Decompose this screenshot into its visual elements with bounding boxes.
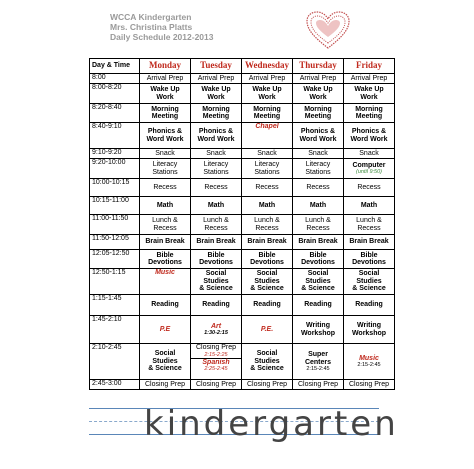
- schedule-cell: Reading: [140, 295, 191, 316]
- schedule-cell: Recess: [140, 179, 191, 197]
- day-header-monday: Monday: [140, 59, 191, 74]
- schedule-cell: Bible Devotions: [293, 250, 344, 269]
- schedule-cell: Morning Meeting: [293, 104, 344, 123]
- schedule-cell: Social Studies & Science: [293, 269, 344, 295]
- schedule-cell: Recess: [293, 179, 344, 197]
- schedule-cell: Art 1:30-2:15: [191, 316, 242, 344]
- table-row: [90, 380, 395, 390]
- time-cell: 2:45-3:00: [90, 380, 140, 390]
- schedule-cell: Reading: [191, 295, 242, 316]
- schedule-cell: Closing Prep: [140, 380, 191, 390]
- schedule-cell: Writing Workshop: [344, 316, 395, 344]
- schedule-cell: Music 2:15-2:45: [344, 344, 395, 380]
- schedule-cell: Reading: [242, 295, 293, 316]
- schedule-cell: Bible Devotions: [140, 250, 191, 269]
- time-cell: 12:50-1:15: [90, 269, 140, 295]
- schedule-cell: Wake Up Work: [242, 84, 293, 104]
- schedule-cell: Bible Devotions: [191, 250, 242, 269]
- schedule-cell: Morning Meeting: [344, 104, 395, 123]
- table-row: [90, 159, 395, 179]
- schedule-cell: Phonics & Word Work: [140, 123, 191, 149]
- schedule-cell: Chapel: [242, 123, 293, 149]
- schedule-cell: Brain Break: [242, 235, 293, 250]
- schedule-cell: Math: [242, 197, 293, 215]
- schedule-cell: P.E: [140, 316, 191, 344]
- table-row: [90, 197, 395, 215]
- schedule-cell: Brain Break: [344, 235, 395, 250]
- schedule-cell: Social Studies & Science: [140, 344, 191, 380]
- time-cell: 12:05-12:50: [90, 250, 140, 269]
- time-cell: 8:20-8:40: [90, 104, 140, 123]
- schedule-cell: Lunch & Recess: [242, 215, 293, 235]
- schedule-cell: Morning Meeting: [191, 104, 242, 123]
- schedule-cell: Closing Prep: [191, 380, 242, 390]
- corner-label: Day & Time: [90, 59, 140, 74]
- table-row: [90, 344, 395, 380]
- schedule-cell: Wake Up Work: [344, 84, 395, 104]
- day-header-thursday: Thursday: [293, 59, 344, 74]
- schedule-cell: Lunch & Recess: [191, 215, 242, 235]
- schedule-cell: Social Studies & Science: [344, 269, 395, 295]
- schedule-cell: Arrival Prep: [191, 74, 242, 84]
- time-cell: 11:50-12:05: [90, 235, 140, 250]
- schedule-cell: Math: [293, 197, 344, 215]
- schedule-cell: Phonics & Word Work: [191, 123, 242, 149]
- handwriting-banner: [89, 404, 399, 444]
- schedule-cell: Reading: [344, 295, 395, 316]
- schedule-cell: Arrival Prep: [344, 74, 395, 84]
- table-row: [90, 149, 395, 159]
- table-row: [90, 235, 395, 250]
- schedule-cell: Music: [140, 269, 191, 295]
- time-cell: 9:10-9:20: [90, 149, 140, 159]
- schedule-cell: Bible Devotions: [344, 250, 395, 269]
- schedule-title: Daily Schedule 2012-2013: [110, 32, 214, 42]
- schedule-cell: Wake Up Work: [140, 84, 191, 104]
- schedule-cell: Lunch & Recess: [140, 215, 191, 235]
- schedule-cell: Snack: [140, 149, 191, 159]
- schedule-cell: Phonics & Word Work: [344, 123, 395, 149]
- schedule-cell: Reading: [293, 295, 344, 316]
- table-row: [90, 179, 395, 197]
- time-cell: 8:40-9:10: [90, 123, 140, 149]
- schedule-cell: Literacy Stations: [293, 159, 344, 179]
- teacher-name: Mrs. Christina Platts: [110, 22, 193, 32]
- table-row: [90, 215, 395, 235]
- schedule-cell: Arrival Prep: [293, 74, 344, 84]
- schedule-cell: Closing Prep: [293, 380, 344, 390]
- table-row: [90, 316, 395, 344]
- table-row: [90, 84, 395, 104]
- schedule-cell: Math: [344, 197, 395, 215]
- schedule-cell: Arrival Prep: [242, 74, 293, 84]
- table-row: [90, 123, 395, 149]
- schedule-cell: Literacy Stations: [242, 159, 293, 179]
- day-header-tuesday: Tuesday: [191, 59, 242, 74]
- schedule-cell: Morning Meeting: [140, 104, 191, 123]
- schedule-cell: Snack: [242, 149, 293, 159]
- table-header-row: [90, 59, 395, 74]
- schedule-cell: Closing Prep 2:15-2:25 Spanish 2:25-2:45: [191, 344, 242, 380]
- schedule-cell: Math: [140, 197, 191, 215]
- schedule-cell: Snack: [191, 149, 242, 159]
- time-cell: 11:00-11:50: [90, 215, 140, 235]
- schedule-cell: Brain Break: [191, 235, 242, 250]
- schedule-cell: Arrival Prep: [140, 74, 191, 84]
- time-cell: 10:15-11:00: [90, 197, 140, 215]
- schedule-cell: Closing Prep: [344, 380, 395, 390]
- time-cell: 1:15-1:45: [90, 295, 140, 316]
- schedule-cell: Literacy Stations: [191, 159, 242, 179]
- schedule-cell: Writing Workshop: [293, 316, 344, 344]
- schedule-cell: Computer (until 9:50): [344, 159, 395, 179]
- schedule-header: [110, 12, 213, 42]
- schedule-cell: Morning Meeting: [242, 104, 293, 123]
- schedule-cell: Social Studies & Science: [242, 269, 293, 295]
- schedule-cell: Social Studies & Science: [191, 269, 242, 295]
- schedule-cell: Social Studies & Science: [242, 344, 293, 380]
- table-row: [90, 269, 395, 295]
- time-cell: 8:00-8:20: [90, 84, 140, 104]
- time-cell: 8:00: [90, 74, 140, 84]
- day-header-friday: Friday: [344, 59, 395, 74]
- table-row: [90, 104, 395, 123]
- schedule-cell: Bible Devotions: [242, 250, 293, 269]
- schedule-cell: Super Centers 2:15-2:45: [293, 344, 344, 380]
- schedule-cell: Phonics & Word Work: [293, 123, 344, 149]
- table-row: [90, 295, 395, 316]
- table-row: [90, 250, 395, 269]
- schedule-cell: Closing Prep: [242, 380, 293, 390]
- schedule-cell: Math: [191, 197, 242, 215]
- time-cell: 9:20-10:00: [90, 159, 140, 179]
- time-cell: 1:45-2:10: [90, 316, 140, 344]
- table-row: [90, 74, 395, 84]
- schedule-cell: Snack: [344, 149, 395, 159]
- school-title: WCCA Kindergarten: [110, 12, 192, 22]
- schedule-cell: Brain Break: [293, 235, 344, 250]
- day-header-wednesday: Wednesday: [242, 59, 293, 74]
- kindergarten-word: kindergarten: [144, 404, 399, 444]
- time-cell: 2:10-2:45: [90, 344, 140, 380]
- schedule-cell: Literacy Stations: [140, 159, 191, 179]
- schedule-cell: Wake Up Work: [191, 84, 242, 104]
- schedule-table: [89, 58, 395, 390]
- schedule-cell: Wake Up Work: [293, 84, 344, 104]
- schedule-cell: Lunch & Recess: [344, 215, 395, 235]
- schedule-cell: Lunch & Recess: [293, 215, 344, 235]
- schedule-cell: Recess: [242, 179, 293, 197]
- schedule-cell: Recess: [191, 179, 242, 197]
- schedule-cell: Snack: [293, 149, 344, 159]
- schedule-cell: Recess: [344, 179, 395, 197]
- schedule-cell: P.E.: [242, 316, 293, 344]
- time-cell: 10:00-10:15: [90, 179, 140, 197]
- schedule-cell: Brain Break: [140, 235, 191, 250]
- heart-icon: [305, 10, 351, 50]
